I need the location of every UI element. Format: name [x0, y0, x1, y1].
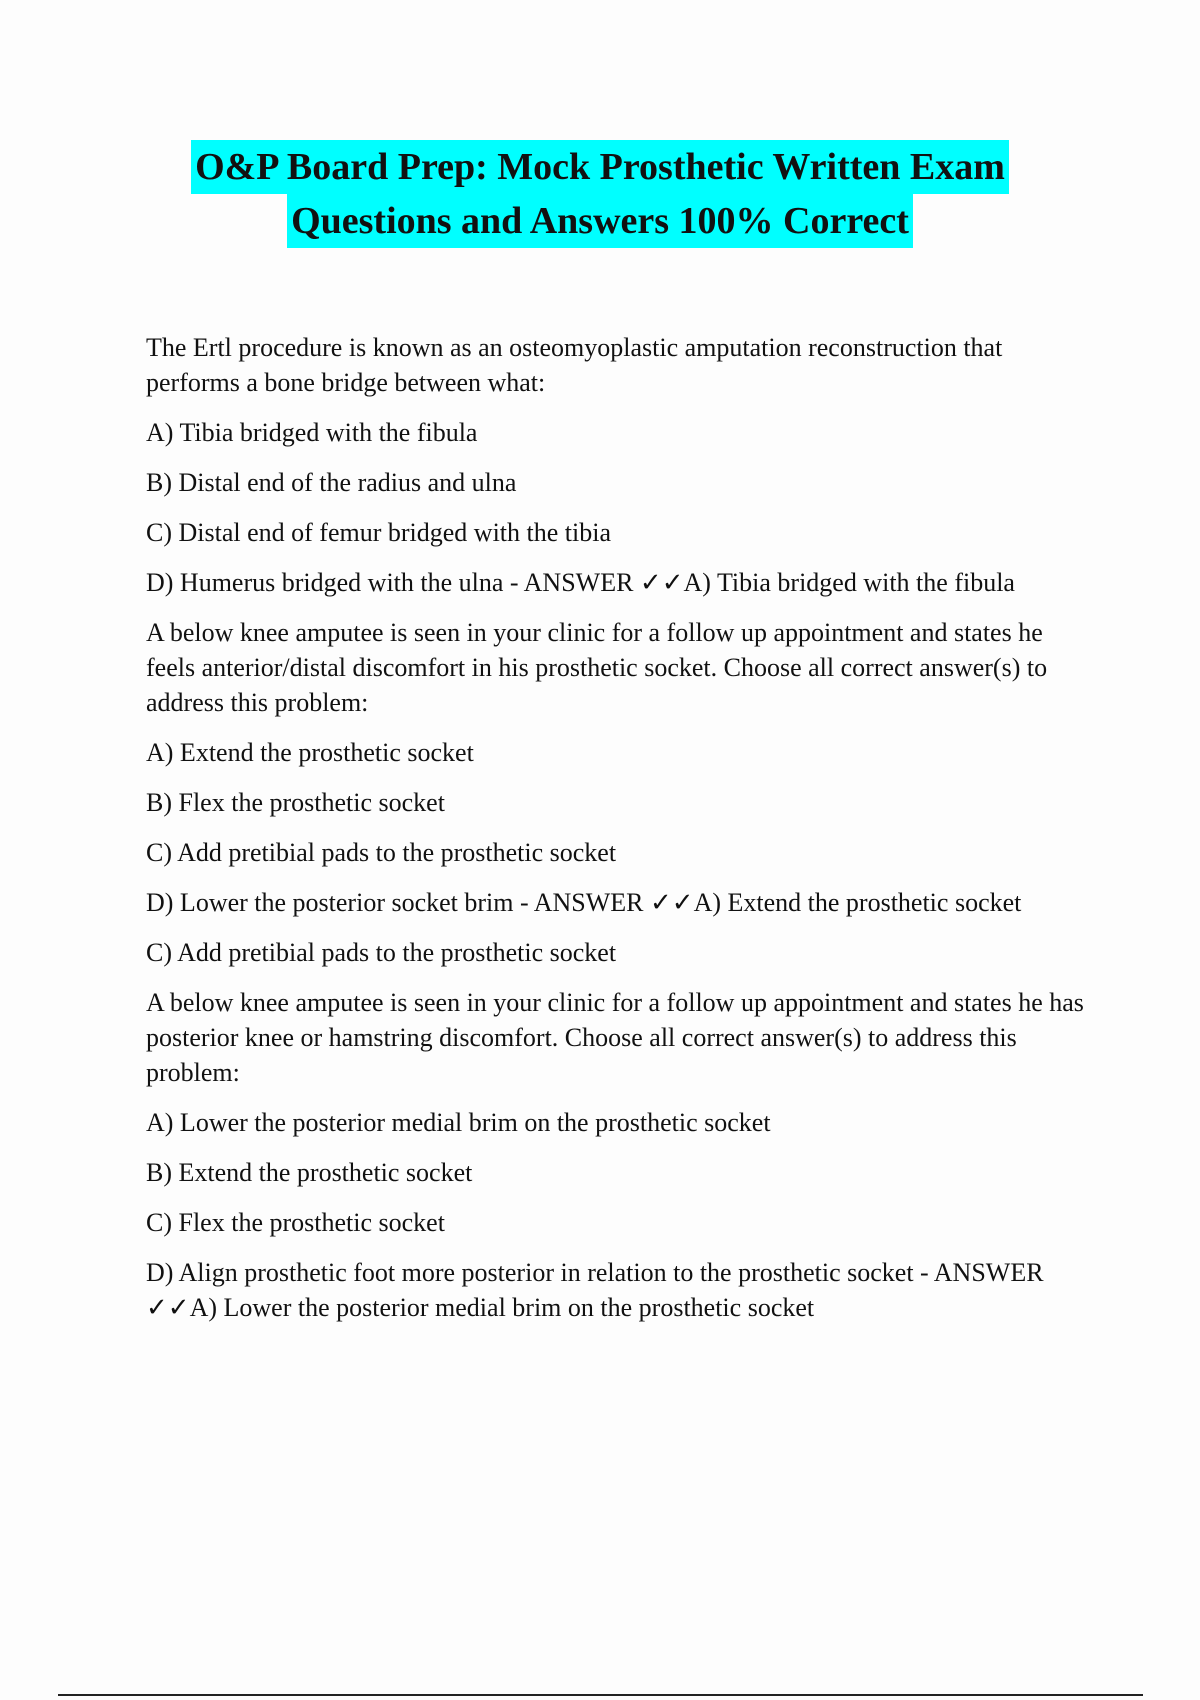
question-2-option-a: A) Extend the prosthetic socket: [146, 738, 474, 767]
question-1-option-a: A) Tibia bridged with the fibula: [146, 418, 478, 447]
question-list: [146, 330, 1096, 1340]
question-3-option-c: C) Flex the prosthetic socket: [146, 1208, 445, 1237]
question-1-stem: The Ertl procedure is known as an osteomyoplastic amputation reconstruction that performs a bone bridge between what:: [146, 333, 1003, 397]
question-3-option-a: A) Lower the posterior medial brim on the prosthetic socket: [146, 1108, 771, 1137]
question-2-option-c: C) Add pretibial pads to the prosthetic socket: [146, 838, 617, 867]
question-1-option-b: B) Distal end of the radius and ulna: [146, 468, 517, 497]
title-line-2: Questions and Answers 100% Correct: [287, 194, 913, 248]
question-3-option-d-answer: D) Align prosthetic foot more posterior in relation to the prosthetic socket - ANSWER ✓✓A) Lower the posterior medial brim on the prosthetic socket: [146, 1258, 1044, 1322]
question-3-stem: A below knee amputee is seen in your clinic for a follow up appointment and states he has posterior knee or hamstring discomfort. Choose all correct answer(s) to address this problem:: [146, 988, 1084, 1087]
question-2-stem: A below knee amputee is seen in your clinic for a follow up appointment and states he feels anterior/distal discomfort in his prosthetic socket. Choose all correct answer(s) to address this problem:: [146, 618, 1048, 717]
title-line-1: O&P Board Prep: Mock Prosthetic Written Exam: [191, 140, 1009, 194]
question-3-option-b: B) Extend the prosthetic socket: [146, 1158, 473, 1187]
question-2-option-d-answer: D) Lower the posterior socket brim - ANSWER ✓✓A) Extend the prosthetic socket: [146, 888, 1022, 917]
question-2-option-b: B) Flex the prosthetic socket: [146, 788, 445, 817]
question-1-option-d-answer: D) Humerus bridged with the ulna - ANSWER ✓✓A) Tibia bridged with the fibula: [146, 568, 1015, 597]
question-1-option-c: C) Distal end of femur bridged with the tibia: [146, 518, 612, 547]
page-bottom-rule: [58, 1694, 1143, 1696]
document-title: [0, 140, 1200, 248]
question-2-extra-answer: C) Add pretibial pads to the prosthetic socket: [146, 938, 617, 967]
